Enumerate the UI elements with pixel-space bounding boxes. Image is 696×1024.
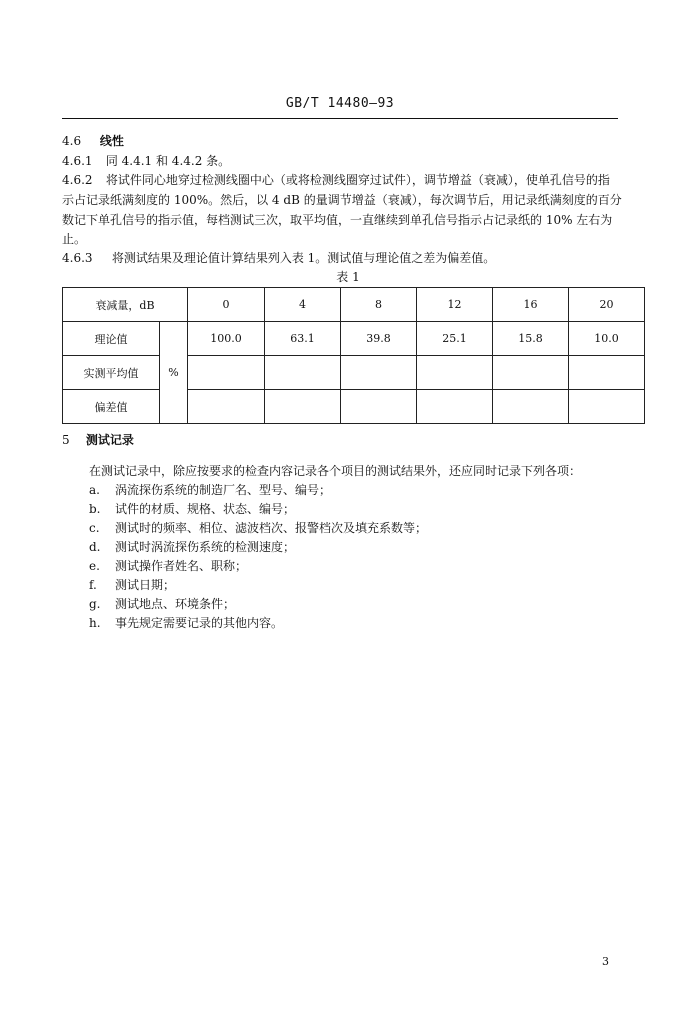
list-marker: h.: [89, 616, 101, 630]
section-4-6-heading: [62, 131, 124, 151]
table-cell-empty: [188, 356, 265, 390]
clause-4-6-2-line-4: 止。: [62, 232, 87, 246]
table-row-theory: [63, 322, 645, 356]
table-cell: 16: [493, 288, 569, 322]
section-5-intro: 在测试记录中，除应按要求的检查内容记录各个项目的测试结果外，还应同时记录下列各项：: [89, 464, 582, 478]
list-item: [89, 613, 283, 633]
list-marker: d.: [89, 540, 101, 554]
list-text: 测试日期；: [115, 578, 176, 592]
table-cell-empty: [341, 356, 417, 390]
standard-number-header: GB/T 14480—93: [285, 96, 395, 111]
section-number: 4.6: [62, 134, 82, 148]
table-cell-empty: [569, 390, 645, 424]
list-text: 事先规定需要记录的其他内容。: [115, 616, 284, 630]
table-cell: 12: [417, 288, 493, 322]
table-row-deviation: [63, 390, 645, 424]
list-text: 测试时的频率、相位、滤波档次、报警档次及填充系数等；: [115, 521, 428, 535]
header-rule: [62, 118, 618, 119]
table-cell-empty: [188, 390, 265, 424]
list-marker: c.: [89, 521, 100, 535]
table-cell: 20: [569, 288, 645, 322]
table-caption: 表 1: [336, 270, 360, 284]
section-title: 测试记录: [85, 433, 134, 447]
list-text: 涡流探伤系统的制造厂名、型号、编号；: [115, 483, 332, 497]
table-cell: 15.8: [493, 322, 569, 356]
linearity-table: [62, 287, 645, 424]
list-item: [89, 537, 295, 557]
table-cell: 4: [265, 288, 341, 322]
row-label: 理论值: [63, 322, 160, 356]
list-marker: e.: [89, 559, 100, 573]
clause-text: 同 4.4.1 和 4.4.2 条。: [105, 154, 231, 168]
list-item: [89, 499, 295, 519]
row-label: 偏差值: [63, 390, 160, 424]
table-cell: 25.1: [417, 322, 493, 356]
list-item: [89, 480, 331, 500]
list-item: [89, 556, 247, 576]
clause-number: 4.6.3: [62, 251, 93, 265]
table-cell: 100.0: [188, 322, 265, 356]
list-item: [89, 594, 235, 614]
section-5-heading: [62, 430, 134, 450]
clause-4-6-2-line-3: 数记下单孔信号的指示值，每档测试三次，取平均值，一直继续到单孔信号指示占记录纸的 10% 左右为: [62, 213, 613, 227]
clause-text: 将试件同心地穿过检测线圈中心（或将检测线圈穿过试件），调节增益（衰减），使单孔信号的指: [105, 173, 610, 187]
table-cell: 63.1: [265, 322, 341, 356]
table-cell-empty: [417, 390, 493, 424]
list-item: [89, 518, 427, 538]
list-item: [89, 575, 175, 595]
clause-4-6-3: [62, 248, 495, 268]
clause-number: 4.6.2: [62, 173, 93, 187]
list-marker: g.: [89, 597, 101, 611]
list-text: 试件的材质、规格、状态、编号；: [115, 502, 296, 516]
unit-cell: %: [160, 322, 188, 424]
table-cell: 8: [341, 288, 417, 322]
section-title: 线性: [99, 134, 124, 148]
table-cell: 10.0: [569, 322, 645, 356]
list-text: 测试时涡流探伤系统的检测速度；: [115, 540, 296, 554]
table-cell-empty: [341, 390, 417, 424]
clause-text: 将测试结果及理论值计算结果列入表 1。测试值与理论值之差为偏差值。: [111, 251, 496, 265]
list-text: 测试操作者姓名、职称；: [115, 559, 248, 573]
table-cell-empty: [417, 356, 493, 390]
clause-number: 4.6.1: [62, 154, 93, 168]
table-row-attenuation: [63, 288, 645, 322]
list-text: 测试地点、环境条件；: [115, 597, 236, 611]
list-marker: a.: [89, 483, 100, 497]
table-cell: 0: [188, 288, 265, 322]
row-label: 衰减量，dB: [63, 288, 188, 322]
table-cell-empty: [265, 390, 341, 424]
clause-4-6-2-line-2: 示占记录纸满刻度的 100%。然后，以 4 dB 的量调节增益（衰减），每次调节后，用记录纸满刻度的百分: [62, 193, 622, 207]
section-number: 5: [62, 433, 70, 447]
clause-4-6-2-line-1: [62, 170, 610, 190]
list-marker: f.: [89, 578, 97, 592]
page-number: 3: [602, 955, 609, 968]
table-cell-empty: [493, 390, 569, 424]
list-marker: b.: [89, 502, 101, 516]
table-row-measured: [63, 356, 645, 390]
table-cell-empty: [569, 356, 645, 390]
clause-4-6-1: [62, 151, 230, 171]
table-cell: 39.8: [341, 322, 417, 356]
table-cell-empty: [493, 356, 569, 390]
row-label: 实测平均值: [63, 356, 160, 390]
table-cell-empty: [265, 356, 341, 390]
